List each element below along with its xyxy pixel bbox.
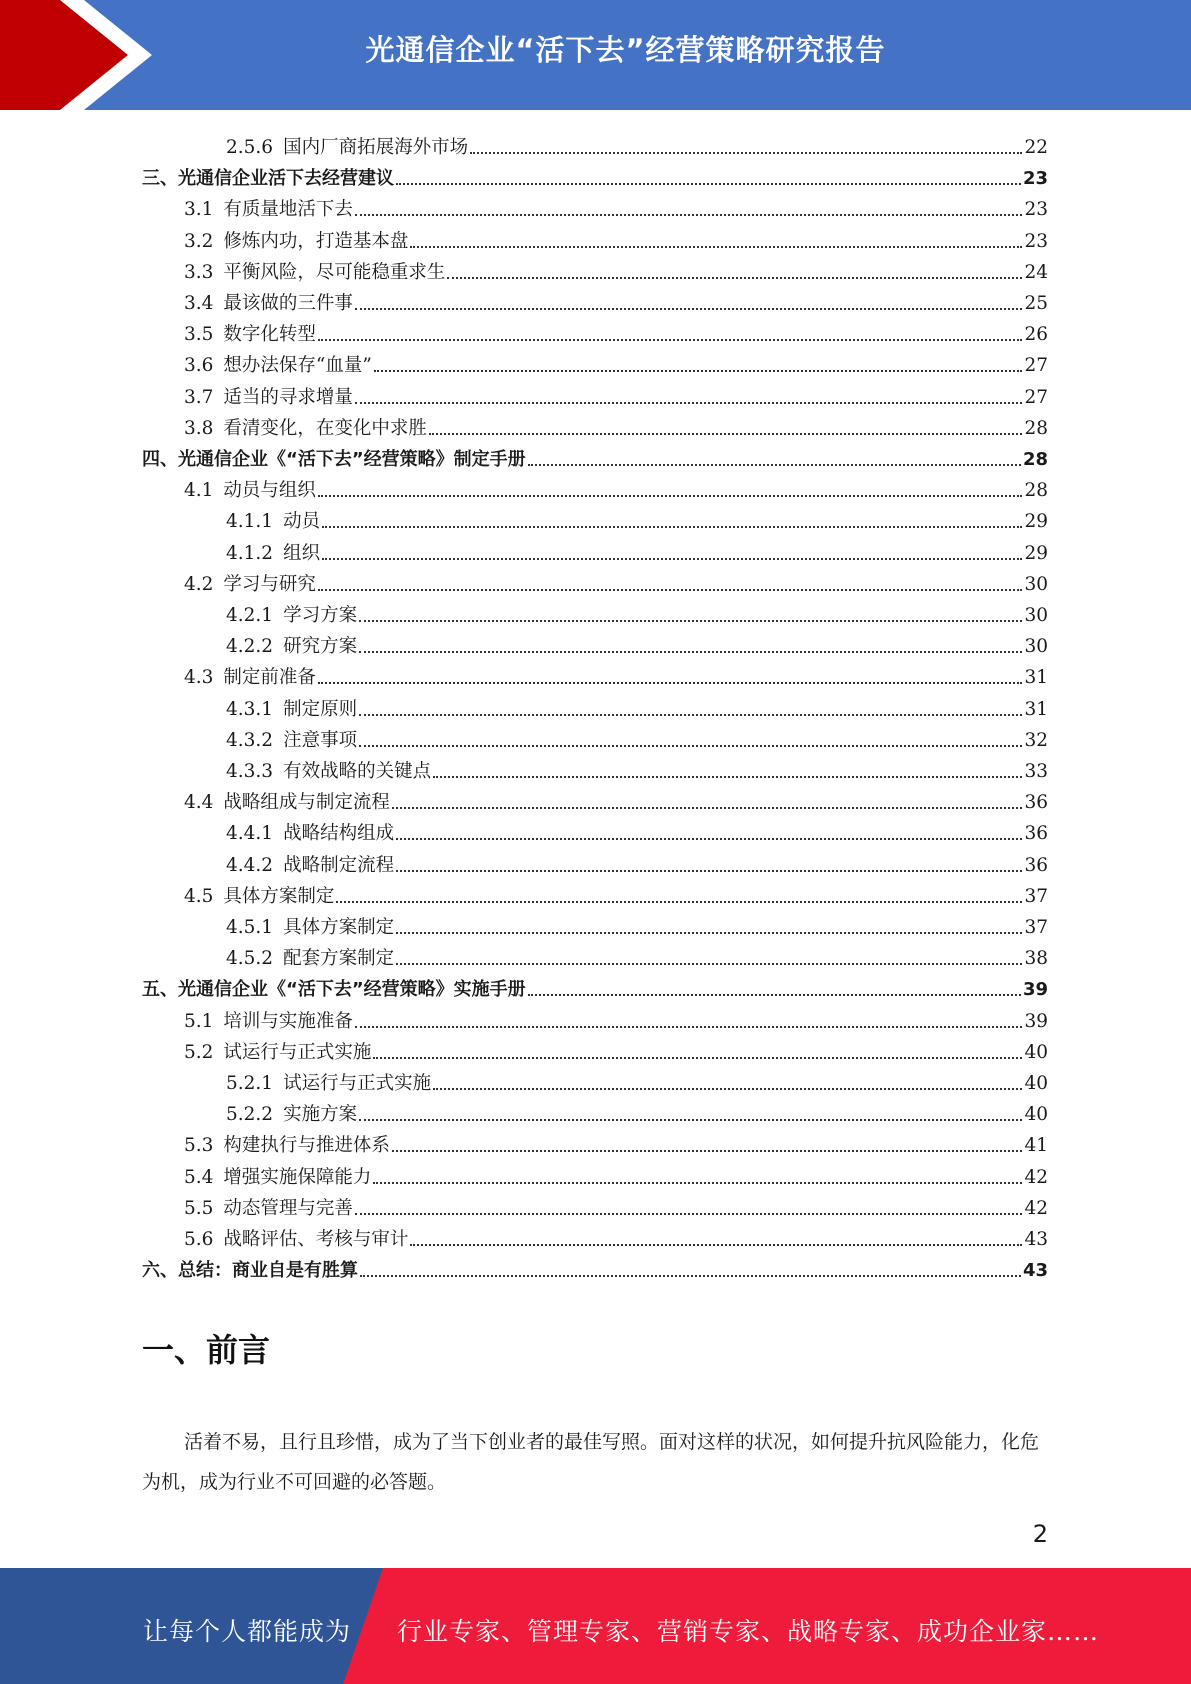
toc-entry-label — [184, 199, 353, 221]
toc-entry[interactable] — [226, 534, 1048, 565]
toc-entry-number: 4.5.2 — [226, 948, 274, 970]
toc-entry-text: 制定前准备 — [223, 667, 316, 689]
toc-entry-number: 4.2 — [184, 573, 214, 595]
toc-entry[interactable] — [184, 190, 1048, 221]
toc-page-number: 31 — [1024, 698, 1048, 720]
toc-page-number: 37 — [1024, 885, 1048, 907]
toc-entry-text: 实施方案 — [283, 1104, 358, 1126]
toc-page-number: 40 — [1024, 1104, 1048, 1126]
toc-dot-leader — [318, 339, 1023, 341]
toc-page-number: 37 — [1024, 917, 1048, 938]
toc-dot-leader — [355, 308, 1023, 310]
report-title: 光通信企业“活下去”经营策略研究报告 — [365, 33, 886, 67]
toc-entry-text: 有质量地活下去 — [223, 199, 353, 221]
toc-page-number: 31 — [1024, 667, 1048, 689]
toc-entry-text: 配套方案制定 — [283, 948, 395, 970]
toc-entry-text: 六、总结：商业自是有胜算 — [142, 1260, 358, 1282]
toc-entry-number: 3.3 — [184, 261, 214, 283]
toc-page-number: 43 — [1022, 1260, 1048, 1282]
toc-dot-leader — [396, 932, 1022, 934]
toc-entry-label — [226, 761, 431, 783]
toc-dot-leader — [360, 1275, 1021, 1277]
toc-entry-number: 5.6 — [184, 1229, 214, 1250]
toc-page-number: 40 — [1024, 1073, 1048, 1094]
toc-entry-text: 适当的寻求增量 — [223, 386, 353, 408]
toc-entry-label — [184, 355, 372, 377]
toc-dot-leader — [396, 838, 1022, 840]
toc-dot-leader — [373, 1182, 1022, 1184]
toc-entry-text: 战略结构组成 — [283, 823, 395, 845]
toc-entry-number: 4.5 — [184, 885, 214, 907]
footer-slogan-right: 行业专家、管理专家、营销专家、战略专家、成功企业家…… — [397, 1617, 1100, 1646]
toc-page-number: 23 — [1022, 168, 1048, 190]
toc-entry-number: 4.1.1 — [226, 511, 274, 533]
toc-entry-text: 学习与研究 — [223, 573, 316, 595]
body-paragraph: 活着不易，且行且珍惜，成为了当下创业者的最佳写照。面对这样的状况，如何提升抗风险能力，化危为机，成为行业不可回避的必答题。 — [142, 1431, 1040, 1493]
toc-entry-text: 三、光通信企业活下去经营建议 — [142, 168, 394, 190]
toc-entry-label — [184, 1135, 390, 1157]
toc-entry-label — [184, 262, 445, 284]
toc-dot-leader — [359, 714, 1022, 716]
toc-dot-leader — [318, 589, 1023, 591]
toc-entry-label — [226, 511, 320, 533]
toc-entry-number: 4.2.1 — [226, 605, 274, 626]
toc-entry-text: 想办法保存“血量” — [223, 355, 372, 377]
toc-entry-number: 3.8 — [184, 417, 214, 439]
toc-dot-leader — [447, 277, 1022, 279]
toc-entry-label — [184, 1042, 371, 1064]
toc-page-number: 33 — [1024, 761, 1048, 782]
toc-entry-label — [184, 480, 316, 502]
toc-entry[interactable] — [142, 159, 1048, 190]
toc-entry-number: 5.4 — [184, 1166, 214, 1188]
toc-page-number: 36 — [1024, 854, 1048, 876]
toc-entry-number: 4.3.3 — [226, 761, 274, 782]
toc-entry[interactable] — [184, 877, 1048, 908]
toc-dot-leader — [355, 1026, 1023, 1028]
toc-entry-text: 最该做的三件事 — [223, 293, 353, 314]
toc-entry-text: 有效战略的关键点 — [283, 761, 432, 782]
toc-dot-leader — [359, 745, 1022, 747]
toc-entry[interactable] — [184, 284, 1048, 315]
page-header — [0, 0, 1191, 110]
toc-entry-text: 增强实施保障能力 — [223, 1166, 372, 1188]
toc-dot-leader — [322, 558, 1022, 560]
toc-entry-number: 4.1.2 — [226, 542, 274, 564]
toc-entry[interactable] — [226, 908, 1048, 939]
toc-page-number: 30 — [1024, 573, 1048, 595]
toc-entry-label — [184, 418, 427, 440]
toc-entry-label — [226, 917, 394, 939]
toc-entry-number: 4.1 — [184, 480, 214, 502]
toc-dot-leader — [429, 433, 1023, 435]
toc-entry-text: 具体方案制定 — [223, 885, 335, 907]
toc-entry-number: 4.3.2 — [226, 729, 274, 751]
toc-entry-number: 3.2 — [184, 230, 214, 252]
toc-entry-text: 战略制定流程 — [283, 854, 395, 876]
toc-entry[interactable] — [184, 658, 1048, 689]
toc-page-number: 26 — [1024, 324, 1048, 346]
toc-entry[interactable] — [226, 814, 1048, 845]
toc-dot-leader — [396, 870, 1022, 872]
toc-entry-text: 研究方案 — [283, 636, 358, 658]
toc-dot-leader — [355, 214, 1023, 216]
toc-entry-number: 4.4 — [184, 792, 214, 814]
toc-dot-leader — [433, 776, 1022, 778]
toc-entry-text: 学习方案 — [283, 605, 358, 626]
toc-entry-number: 3.4 — [184, 293, 214, 314]
toc-entry-text: 动态管理与完善 — [223, 1197, 353, 1219]
toc-entry-label — [184, 1198, 353, 1220]
toc-dot-leader — [470, 152, 1022, 154]
toc-entry-text: 战略组成与制定流程 — [223, 792, 390, 814]
toc-entry[interactable] — [184, 1002, 1048, 1033]
toc-dot-leader — [392, 1150, 1023, 1152]
toc-dot-leader — [528, 464, 1021, 466]
toc-entry-number: 4.3 — [184, 667, 214, 689]
toc-page-number: 39 — [1022, 979, 1048, 1001]
toc-entry[interactable] — [184, 315, 1048, 346]
toc-page-number: 24 — [1024, 261, 1048, 283]
toc-entry-label — [226, 823, 394, 845]
toc-entry-label — [226, 948, 394, 970]
toc-dot-leader — [322, 526, 1022, 528]
toc-entry[interactable] — [226, 752, 1048, 783]
toc-entry-text: 具体方案制定 — [283, 917, 395, 938]
page-footer — [0, 1568, 1191, 1684]
toc-entry-text: 注意事项 — [283, 729, 358, 751]
toc-dot-leader — [392, 807, 1023, 809]
toc-entry[interactable] — [184, 1158, 1048, 1189]
toc-entry-number: 5.2.2 — [226, 1104, 274, 1126]
toc-entry-text: 制定原则 — [283, 698, 358, 720]
toc-entry-number: 3.6 — [184, 355, 214, 377]
toc-entry[interactable] — [184, 1220, 1048, 1251]
toc-entry[interactable] — [226, 1064, 1048, 1095]
toc-entry[interactable] — [184, 1126, 1048, 1157]
toc-entry[interactable] — [184, 222, 1048, 253]
toc-entry-text: 组织 — [283, 542, 321, 564]
toc-dot-leader — [396, 183, 1021, 185]
toc-entry[interactable] — [184, 1189, 1048, 1220]
toc-entry-text: 数字化转型 — [223, 324, 316, 346]
toc-entry[interactable] — [226, 846, 1048, 877]
toc-page-number: 30 — [1024, 605, 1048, 626]
toc-entry-number: 4.4.2 — [226, 854, 274, 876]
toc-page-number: 23 — [1024, 230, 1048, 252]
toc-dot-leader — [359, 1119, 1022, 1121]
toc-entry-label — [226, 699, 357, 721]
toc-dot-leader — [410, 1244, 1022, 1246]
toc-entry-label — [184, 387, 353, 409]
toc-entry-label — [184, 324, 316, 346]
toc-dot-leader — [359, 651, 1022, 653]
toc-entry[interactable] — [142, 1251, 1048, 1282]
toc-page-number: 39 — [1024, 1010, 1048, 1032]
toc-entry-label — [226, 1104, 357, 1126]
toc-entry-label — [226, 636, 357, 658]
toc-entry[interactable] — [184, 253, 1048, 284]
toc-entry[interactable] — [226, 939, 1048, 970]
toc-page-number: 22 — [1024, 137, 1048, 158]
toc-entry[interactable] — [226, 502, 1048, 533]
toc-entry-text: 平衡风险，尽可能稳重求生 — [223, 261, 446, 283]
toc-page-number: 29 — [1024, 511, 1048, 533]
toc-entry-label — [142, 979, 526, 1001]
toc-entry-label — [184, 792, 390, 814]
toc-dot-leader — [410, 246, 1022, 248]
toc-entry-number: 5.3 — [184, 1135, 214, 1157]
toc-dot-leader — [374, 370, 1023, 372]
toc-dot-leader — [355, 402, 1023, 404]
toc-page-number: 28 — [1024, 417, 1048, 439]
toc-entry-label — [184, 1167, 371, 1189]
toc-entry-label — [184, 886, 334, 908]
toc-entry-text: 四、光通信企业《“活下去”经营策略》制定手册 — [142, 449, 526, 470]
toc-page-number: 38 — [1024, 948, 1048, 970]
toc-entry-text: 试运行与正式实施 — [223, 1041, 372, 1063]
toc-dot-leader — [359, 620, 1022, 622]
toc-entry-text: 动员 — [283, 511, 321, 533]
toc-entry-label — [142, 1260, 358, 1282]
toc-entry-label — [184, 574, 316, 596]
toc-entry[interactable] — [184, 346, 1048, 377]
toc-entry-number: 2.5.6 — [226, 137, 274, 158]
toc-dot-leader — [318, 495, 1023, 497]
toc-entry[interactable] — [184, 378, 1048, 409]
toc-entry-label — [226, 855, 394, 877]
toc-page-number: 42 — [1024, 1197, 1048, 1219]
toc-entry-label — [226, 543, 320, 565]
toc-entry-label — [184, 667, 316, 689]
toc-entry-label — [184, 1229, 408, 1251]
toc-page-number: 36 — [1024, 823, 1048, 845]
toc-entry-label — [226, 730, 357, 752]
toc-entry-text: 动员与组织 — [223, 480, 316, 502]
toc-entry-text: 构建执行与推进体系 — [223, 1135, 390, 1157]
toc-entry-label — [226, 1073, 431, 1095]
toc-entry[interactable] — [184, 471, 1048, 502]
toc-dot-leader — [396, 963, 1022, 965]
toc-entry[interactable] — [142, 440, 1048, 471]
toc-page-number: 36 — [1024, 792, 1048, 814]
toc-dot-leader — [373, 1057, 1022, 1059]
toc-dot-leader — [528, 994, 1021, 996]
toc-page-number: 29 — [1024, 542, 1048, 564]
toc-page-number: 32 — [1024, 729, 1048, 751]
toc-entry[interactable] — [226, 596, 1048, 627]
toc-entry[interactable] — [142, 970, 1048, 1001]
toc-entry[interactable] — [226, 1095, 1048, 1126]
toc-entry-number: 5.2 — [184, 1041, 214, 1063]
toc-dot-leader — [433, 1088, 1022, 1090]
toc-page-number: 27 — [1024, 386, 1048, 408]
toc-entry-number: 4.3.1 — [226, 698, 274, 720]
toc-entry-number: 4.5.1 — [226, 917, 274, 938]
toc-entry-text: 试运行与正式实施 — [283, 1073, 432, 1094]
toc-page-number: 27 — [1024, 355, 1048, 377]
toc-entry-number: 5.2.1 — [226, 1073, 274, 1094]
toc-entry-number: 4.2.2 — [226, 636, 274, 658]
toc-entry-number: 5.1 — [184, 1010, 214, 1032]
toc-dot-leader — [318, 682, 1023, 684]
page-number: 2 — [1032, 1520, 1048, 1548]
toc-entry-number: 3.5 — [184, 324, 214, 346]
toc-entry-number: 4.4.1 — [226, 823, 274, 845]
toc-entry-text: 修炼内功，打造基本盘 — [223, 230, 409, 252]
toc-page-number: 23 — [1024, 199, 1048, 221]
toc-entry[interactable] — [226, 721, 1048, 752]
toc-page-number: 28 — [1024, 480, 1048, 502]
toc-entry-text: 战略评估、考核与审计 — [223, 1229, 409, 1250]
toc-entry[interactable] — [184, 783, 1048, 814]
toc-entry-label — [184, 231, 408, 253]
toc-entry-label — [226, 605, 357, 627]
toc-page-number: 43 — [1024, 1229, 1048, 1250]
toc-entry-label — [142, 168, 394, 190]
toc-entry-label — [226, 137, 468, 159]
toc-entry-text: 五、光通信企业《“活下去”经营策略》实施手册 — [142, 979, 526, 1001]
toc-page-number: 41 — [1024, 1135, 1048, 1157]
toc-entry-number: 3.7 — [184, 386, 214, 408]
toc-page-number: 30 — [1024, 636, 1048, 658]
toc-page-number: 25 — [1024, 293, 1048, 314]
toc-entry-label — [184, 293, 353, 315]
toc-entry[interactable] — [184, 1033, 1048, 1064]
toc-entry-number: 5.5 — [184, 1197, 214, 1219]
toc-dot-leader — [355, 1213, 1023, 1215]
toc-entry-label — [184, 1011, 353, 1033]
toc-entry[interactable] — [184, 409, 1048, 440]
toc-entry-text: 培训与实施准备 — [223, 1010, 353, 1032]
toc-entry[interactable] — [226, 690, 1048, 721]
toc-entry-text: 看清变化，在变化中求胜 — [223, 417, 427, 439]
toc-entry[interactable] — [226, 128, 1048, 159]
section-heading: 一、前言 — [142, 1331, 271, 1369]
toc-entry-label — [142, 449, 526, 471]
toc-page-number: 40 — [1024, 1041, 1048, 1063]
toc-dot-leader — [336, 901, 1022, 903]
toc-page-number: 28 — [1022, 449, 1048, 470]
toc-entry-number: 3.1 — [184, 199, 214, 221]
toc-page-number: 42 — [1024, 1166, 1048, 1188]
toc-entry[interactable] — [184, 565, 1048, 596]
toc-entry[interactable] — [226, 627, 1048, 658]
toc-entry-text: 国内厂商拓展海外市场 — [283, 137, 469, 158]
footer-slogan-left: 让每个人都能成为 — [143, 1617, 352, 1646]
